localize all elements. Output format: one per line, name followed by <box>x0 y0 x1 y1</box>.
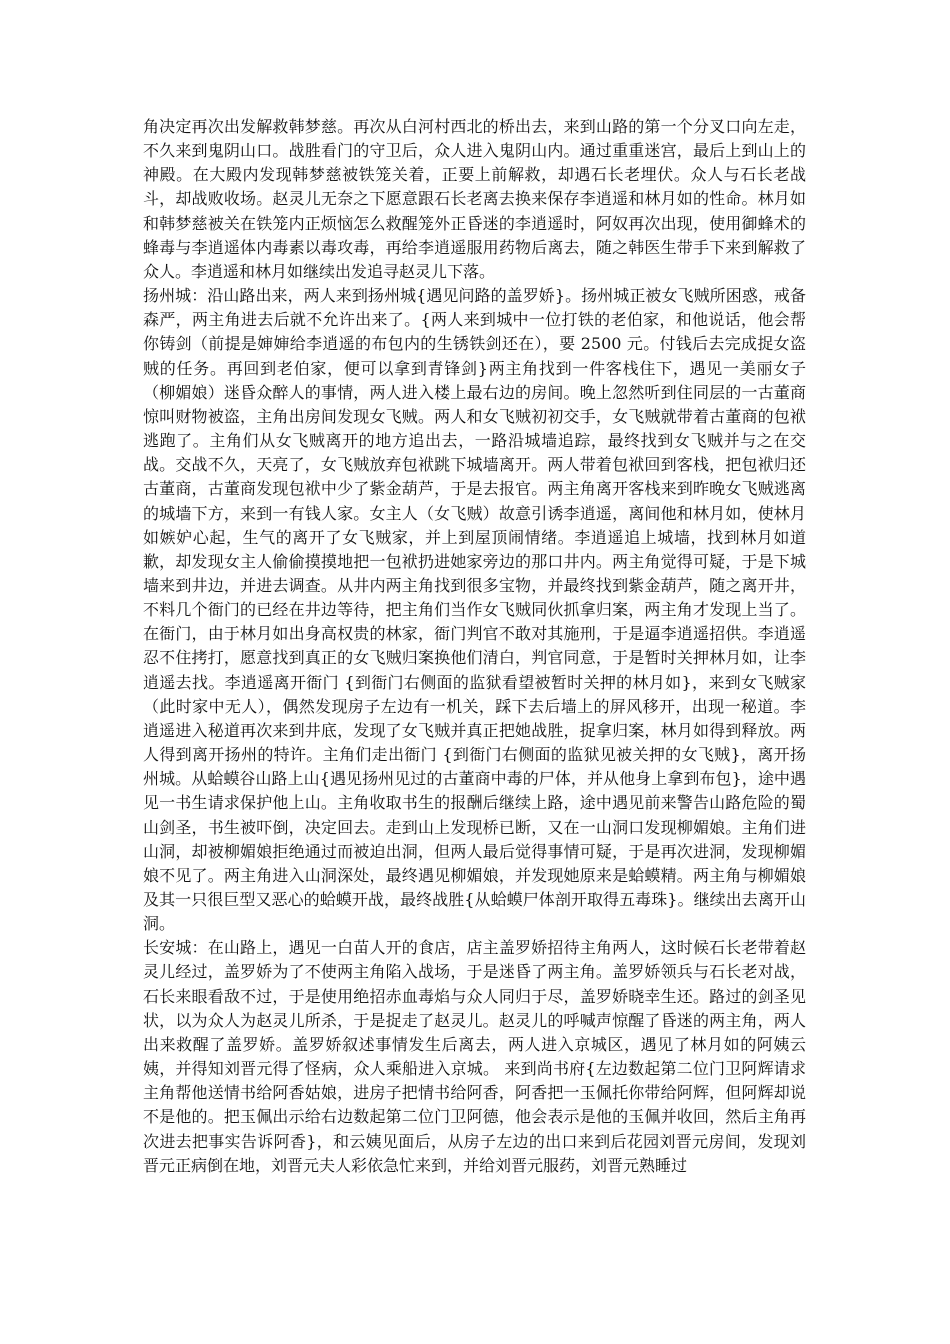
paragraph-yangzhou-city: 扬州城：沿山路出来，两人来到扬州城{遇见问路的盖罗娇}。扬州城正被女飞贼所困惑，戒备森严，两主角进去后就不允许出来了。{两人来到城中一位打铁的老伯家，和他说话，他会帮你铸剑（前提是婶婶给李逍遥的布包内的生锈铁剑还在），要 2500 元。付钱后去完成捉女盗贼的任务。再回到老伯家，便可以拿到青锋剑}两主角找到一件客栈住下，遇见一美丽女子（柳媚娘）迷昏众醉人的事情，两人进入楼上最右边的房间。晚上忽然听到住同层的一古董商惊叫财物被盗，主角出房间发现女飞贼。两人和女飞贼初初交手，女飞贼就带着古董商的包袱逃跑了。主角们从女飞贼离开的地方追出去，一路沿城墙追踪，最终找到女飞贼并与之在交战。交战不久，天亮了，女飞贼放弃包袱跳下城墙离开。两人带着包袱回到客栈，把包袱归还古董商，古董商发现包袱中少了紫金葫芦，于是去报官。两主角离开客栈来到昨晚女飞贼逃离的城墙下方，来到一有钱人家。女主人（女飞贼）故意引诱李逍遥，离间他和林月如，使林月如嫉妒心起，生气的离开了女飞贼家，并上到屋顶闹情绪。李逍遥追上城墙，找到林月如道歉，却发现女主人偷偷摸摸地把一包袱扔进她家旁边的那口井内。两主角觉得可疑，于是下城墙来到井边，并进去调查。从井内两主角找到很多宝物，并最终找到紫金葫芦，随之离开井，不料几个衙门的已经在井边等待，把主角们当作女飞贼同伙抓拿归案，两主角才发现上当了。在衙门，由于林月如出身高权贵的林家，衙门判官不敢对其施刑，于是逼李逍遥招供。李逍遥忍不住拷打，愿意找到真正的女飞贼归案换他们清白，判官同意，于是暂时关押林月如，让李逍遥去找。李逍遥离开衙门 {到衙门右侧面的监狱看望被暂时关押的林月如}，来到女飞贼家（此时家中无人），偶然发现房子左边有一机关，踩下去后墙上的屏风移开，出现一秘道。李逍遥进入秘道再次来到井底，发现了女飞贼并真正把她战胜，捉拿归案，林月如得到释放。两人得到离开扬州的特许。主角们走出衙门 {到衙门右侧面的监狱见被关押的女飞贼}，离开扬州城。从蛤蟆谷山路上山{遇见扬州见过的古董商中毒的尸体，并从他身上拿到布包}，途中遇见一书生请求保护他上山。主角收取书生的报酬后继续上路，途中遇见前来警告山路危险的蜀山剑圣，书生被吓倒，决定回去。走到山上发现桥已断，又在一山洞口发现柳媚娘。主角们进山洞，却被柳媚娘拒绝通过而被迫出洞，但两人最后觉得事情可疑，于是再次进洞，发现柳媚娘不见了。两主角进入山洞深处，最终遇见柳媚娘，并发现她原来是蛤蟆精。两主角与柳媚娘及其一只很巨型又恶心的蛤蟆开战，最终战胜{从蛤蟆尸体剖开取得五毒珠}。继续出去离开山洞。 <box>143 286 806 934</box>
paragraph-changan-city: 长安城：在山路上，遇见一白苗人开的食店，店主盖罗娇招待主角两人，这时候石长老带着赵灵儿经过，盖罗娇为了不使两主角陷入战场，于是迷昏了两主角。盖罗娇领兵与石长老对战，石长来眼看敌不过，于是使用绝招赤血毒焰与众人同归于尽，盖罗娇晓幸生还。路过的剑圣见状，以为众人为赵灵儿所杀，于是捉走了赵灵儿。赵灵儿的呼喊声惊醒了昏迷的两主角，两人出来救醒了盖罗娇。盖罗娇叙述事情发生后离去，两人进入京城区，遇见了林月如的阿姨云姨，并得知刘晋元得了怪病，众人乘船进入京城。 来到尚书府{左边数起第二位门卫阿辉请求主角帮他送情书给阿香姑娘，进房子把情书给阿香，阿香把一玉佩托你带给阿辉，但阿辉却说不是他的。把玉佩出示给右边数起第二位门卫阿德，他会表示是他的玉佩并收回，然后主角再次进去把事实告诉阿香}，和云姨见面后，从房子左边的出口来到后花园刘晋元房间，发现刘晋元正病倒在地，刘晋元夫人彩依急忙来到，并给刘晋元服药，刘晋元熟睡过 <box>143 938 806 1175</box>
paragraph-escape-ghost-mountain: 角决定再次出发解救韩梦慈。再次从白河村西北的桥出去，来到山路的第一个分叉口向左走，不久来到鬼阴山口。战胜看门的守卫后，众人进入鬼阴山内。通过重重迷宫，最后上到山上的神殿。在大殿内发现韩梦慈被铁笼关着，正要上前解救，却遇石长老埋伏。众人与石长老战斗，却战败收场。赵灵儿无奈之下愿意跟石长老离去换来保存李逍遥和林月如的性命。林月如和韩梦慈被关在铁笼内正烦恼怎么救醒笼外正昏迷的李逍遥时，阿奴再次出现，使用御蜂术的蜂毒与李逍遥体内毒素以毒攻毒，再给李逍遥服用药物后离去，随之韩医生带手下来到解救了众人。李逍遥和林月如继续出发追寻赵灵儿下落。 <box>143 117 806 281</box>
document-body <box>143 115 806 1178</box>
